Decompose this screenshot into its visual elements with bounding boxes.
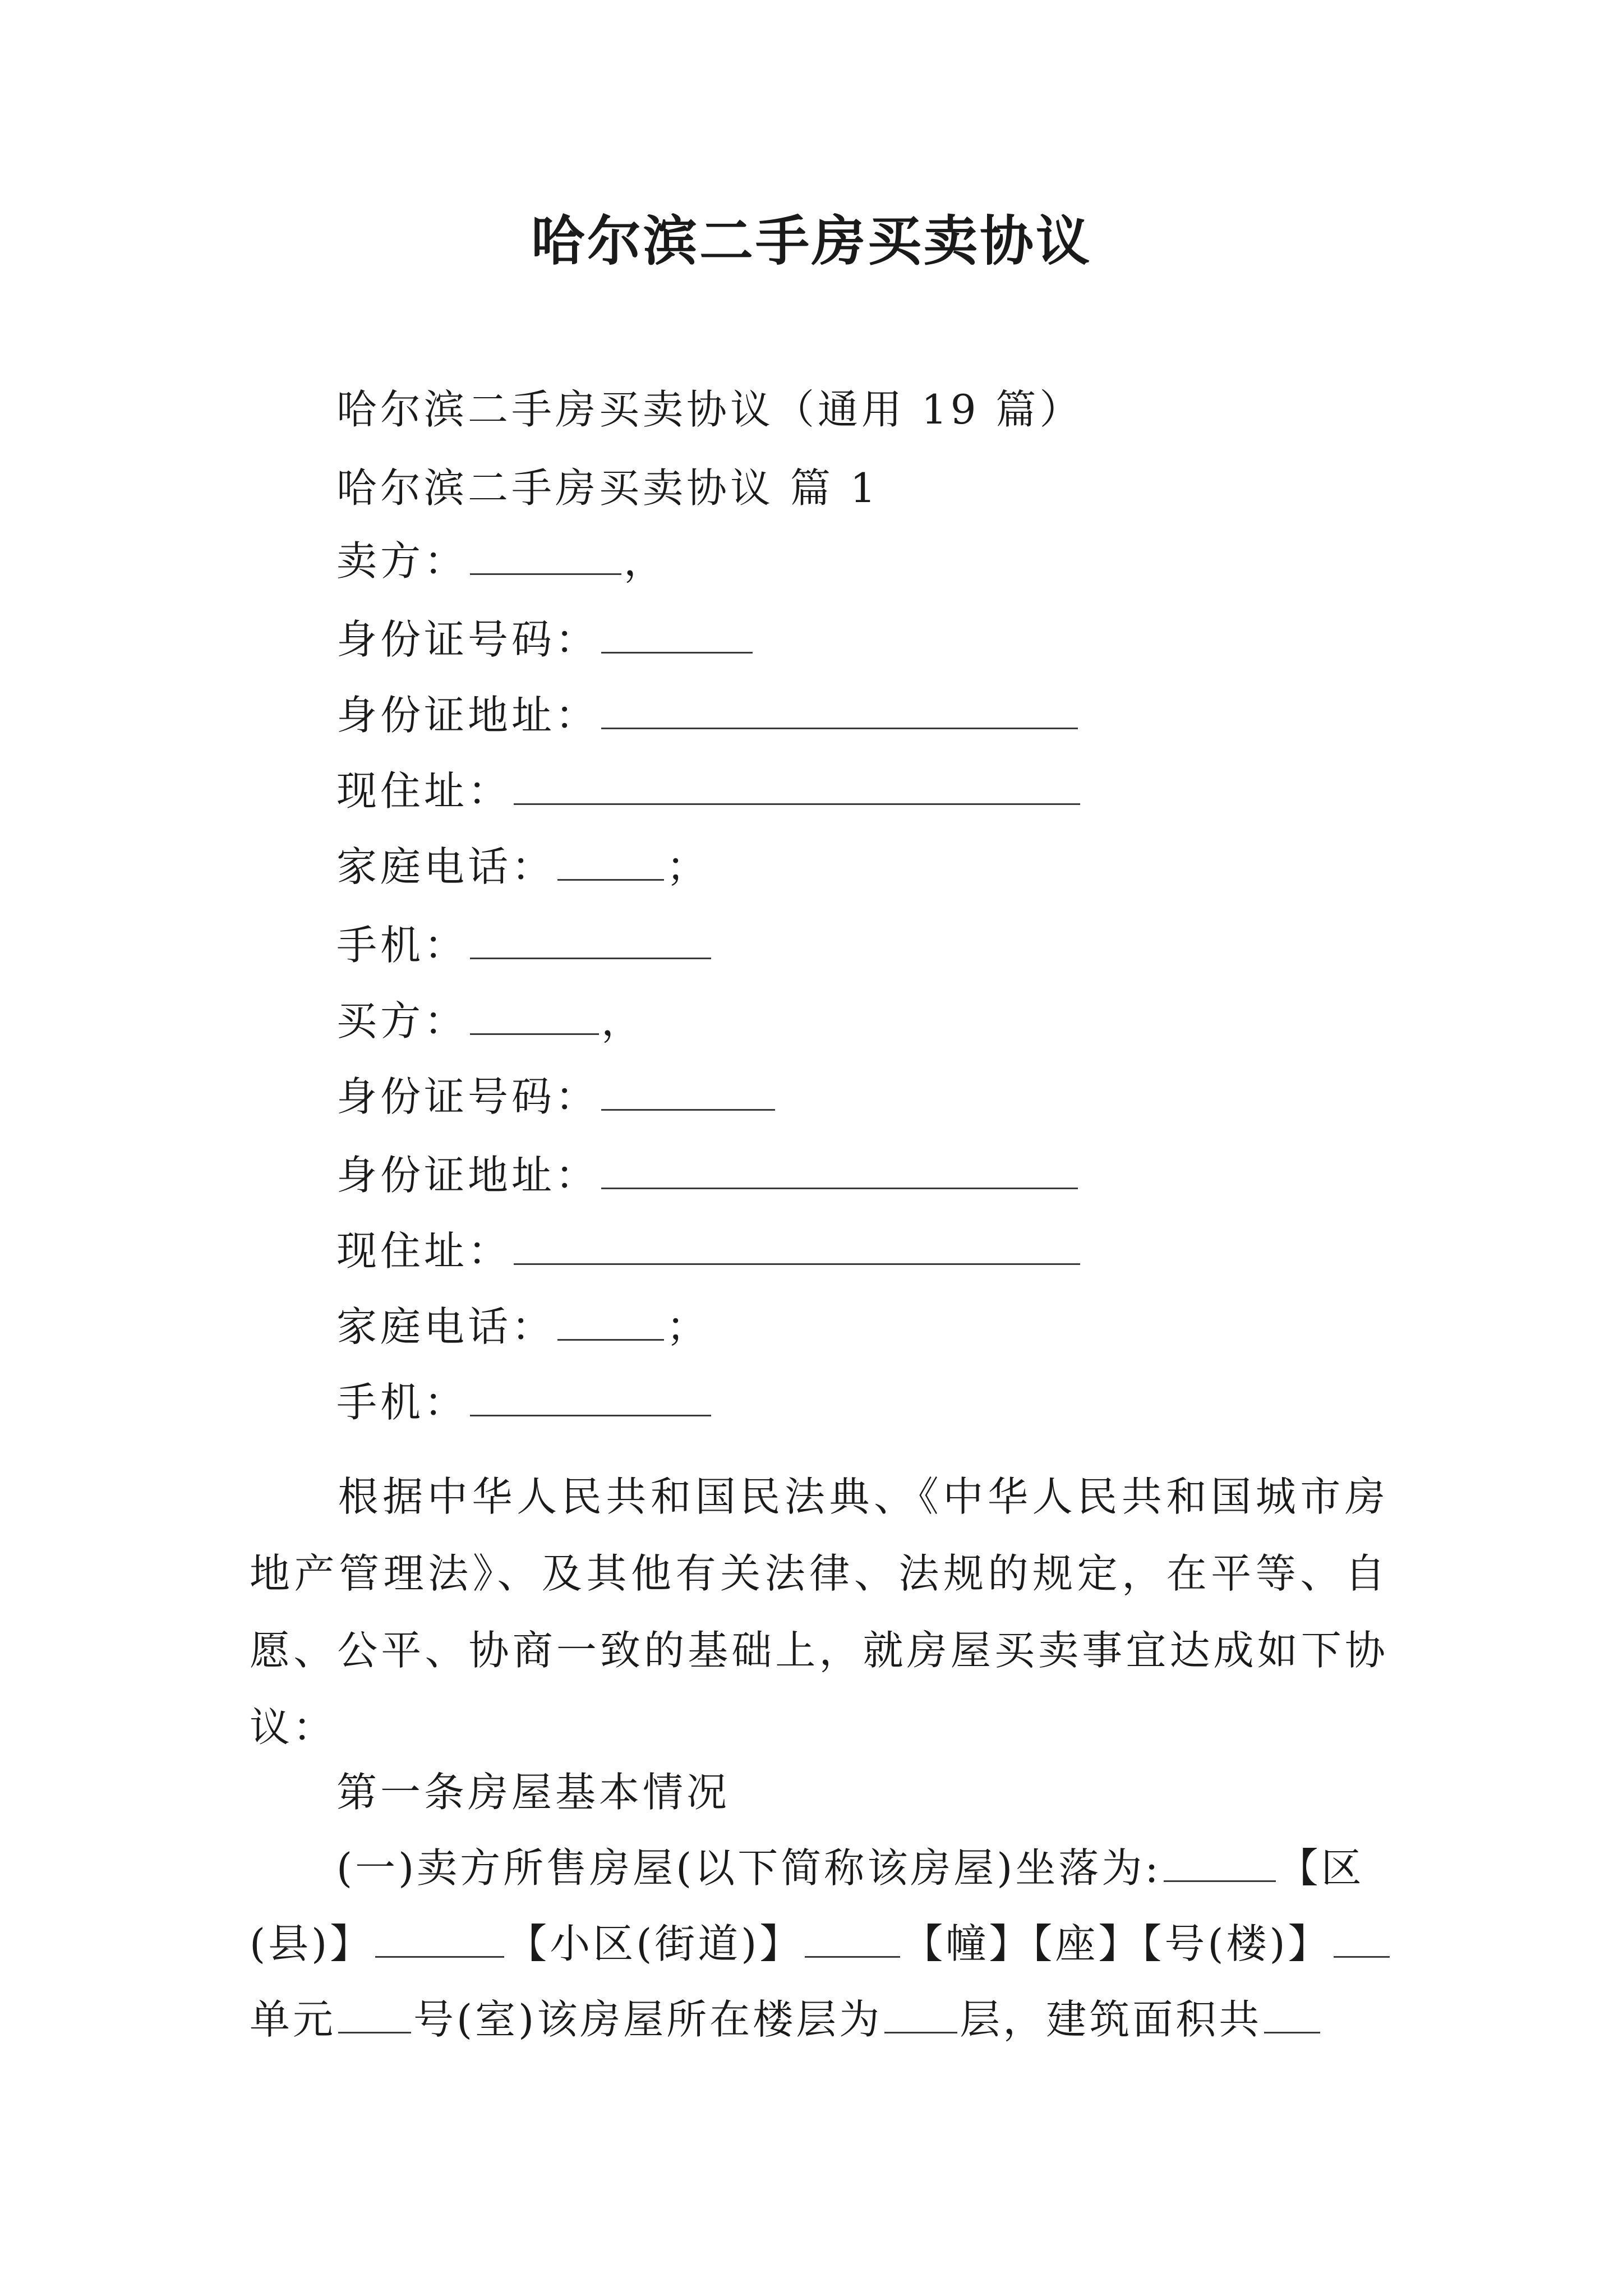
- clause1-part7: 层，建筑面积共: [960, 1996, 1262, 2043]
- clause1-district-blank[interactable]: [375, 1917, 504, 1958]
- buyer-id-address-line: [336, 1147, 1080, 1203]
- clause1-building-blank[interactable]: [1334, 1917, 1390, 1958]
- buyer-id-line: [336, 1069, 777, 1125]
- section-heading: 哈尔滨二手房买卖协议 篇 1: [336, 464, 879, 512]
- clause1-part4: 【幢】【座】【号(楼)】: [902, 1920, 1331, 1967]
- seller-current-address-blank[interactable]: [514, 764, 1080, 805]
- seller-id-address-line: [336, 687, 1080, 743]
- buyer-home-phone-suffix: ；: [666, 1303, 711, 1350]
- seller-id-address-label: 身份证地址：: [336, 692, 600, 739]
- buyer-name-blank[interactable]: [470, 994, 599, 1035]
- seller-home-phone-line: [336, 839, 710, 895]
- clause1-district-text: (县)】: [250, 1920, 374, 1967]
- clause1-part3: 【小区(街道)】: [506, 1920, 803, 1967]
- clause1-street-blank[interactable]: [805, 1917, 900, 1958]
- clause1-part5: 单元: [250, 1996, 336, 2043]
- seller-name-line: [336, 533, 667, 589]
- article1-heading: 第一条房屋基本情况: [336, 1769, 731, 1816]
- buyer-mobile-blank[interactable]: [470, 1375, 711, 1416]
- seller-mobile-blank[interactable]: [470, 918, 711, 959]
- seller-home-phone-suffix: ；: [666, 843, 711, 890]
- buyer-mobile-line: [336, 1374, 713, 1430]
- buyer-current-address-line: [336, 1223, 1082, 1279]
- buyer-suffix: ，: [601, 997, 645, 1045]
- clause1-unit-blank[interactable]: [338, 1993, 411, 2033]
- buyer-label: 买方：: [336, 997, 468, 1045]
- seller-home-phone-label: 家庭电话：: [336, 843, 556, 890]
- buyer-current-address-label: 现住址：: [336, 1227, 512, 1274]
- seller-current-address-label: 现住址：: [336, 767, 512, 815]
- seller-label: 卖方：: [336, 537, 468, 585]
- seller-home-phone-blank[interactable]: [557, 840, 664, 881]
- buyer-home-phone-label: 家庭电话：: [336, 1303, 556, 1350]
- document-title: 哈尔滨二手房买卖协议: [531, 209, 1092, 273]
- clause1-part1: (一)卖方所售房屋(以下简称该房屋)坐落为:: [336, 1844, 1161, 1892]
- seller-mobile-label: 手机：: [336, 922, 468, 969]
- buyer-id-label: 身份证号码：: [336, 1073, 600, 1120]
- buyer-mobile-label: 手机：: [336, 1379, 468, 1426]
- clause1-floor-blank[interactable]: [884, 1993, 957, 2033]
- clause1-area-blank[interactable]: [1264, 1993, 1320, 2033]
- seller-id-address-blank[interactable]: [601, 688, 1078, 729]
- seller-current-address-line: [336, 763, 1082, 819]
- clause1-part2-start: 【区: [1278, 1844, 1364, 1892]
- buyer-home-phone-blank[interactable]: [557, 1300, 664, 1341]
- seller-id-line: [336, 611, 755, 668]
- clause1-line3: [250, 1991, 1388, 2047]
- buyer-home-phone-line: [336, 1299, 710, 1355]
- buyer-id-blank[interactable]: [601, 1070, 775, 1111]
- seller-id-label: 身份证号码：: [336, 616, 600, 663]
- buyer-id-address-label: 身份证地址：: [336, 1152, 600, 1199]
- seller-id-blank[interactable]: [601, 613, 753, 654]
- clause1-line2: [250, 1916, 1388, 1972]
- clause1-part6: 号(室)该房屋所在楼层为: [413, 1996, 883, 2043]
- buyer-name-line: [336, 993, 645, 1049]
- buyer-current-address-blank[interactable]: [514, 1224, 1080, 1265]
- document-subtitle: 哈尔滨二手房买卖协议（通用 19 篇）: [336, 386, 1083, 433]
- clause1-line1: [250, 1840, 1388, 1896]
- clause1-location-blank[interactable]: [1164, 1841, 1276, 1882]
- buyer-id-address-blank[interactable]: [601, 1148, 1078, 1189]
- seller-mobile-line: [336, 917, 713, 973]
- seller-suffix: ，: [624, 537, 668, 585]
- seller-name-blank[interactable]: [470, 534, 621, 575]
- preamble-paragraph: [250, 1458, 1388, 1766]
- preamble-text: 根据中华人民共和国民法典、《中华人民共和国城市房地产管理法》、及其他有关法律、法规的规定，在平等、自愿、公平、协商一致的基础上，就房屋买卖事宜达成如下协议：: [250, 1473, 1388, 1751]
